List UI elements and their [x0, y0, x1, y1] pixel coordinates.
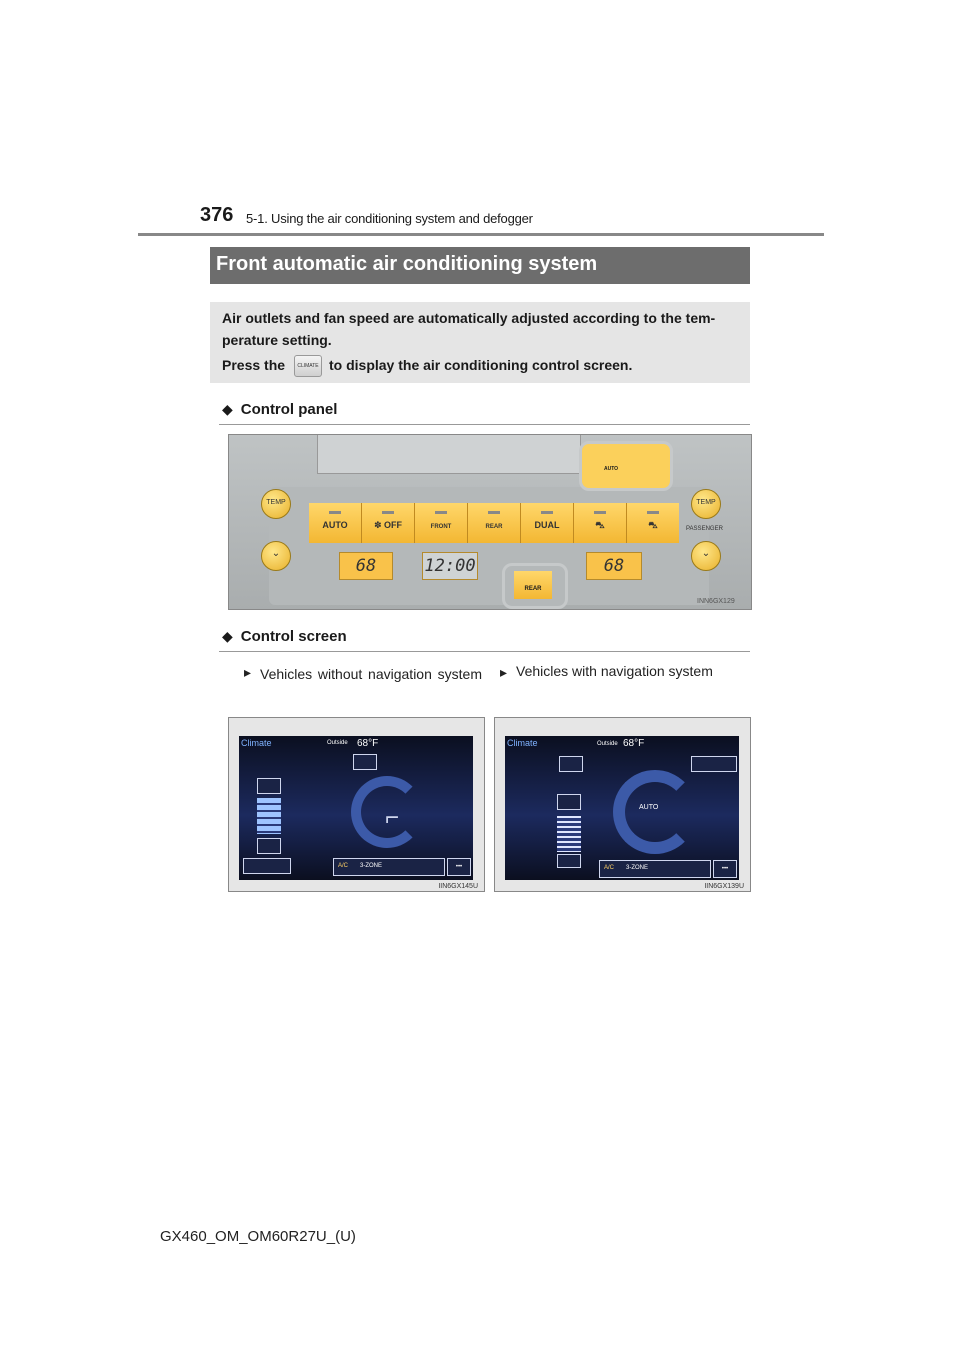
page-title: Front automatic air conditioning system [216, 253, 598, 275]
screen-title: Climate [507, 738, 538, 748]
outside-label: Outside [597, 741, 618, 747]
temp-label-right: TEMP [696, 499, 716, 506]
climate-button-label: CLIMATE [297, 363, 319, 369]
temp-down-knob-left [261, 541, 291, 571]
fan-icon: ✽ [373, 520, 385, 530]
control-panel-heading [222, 401, 337, 418]
fan-icon [257, 778, 281, 794]
dual-button [521, 503, 574, 543]
fresh-air-button [627, 503, 679, 543]
screen-title: Climate [241, 738, 272, 748]
dual-button-label: DUAL [534, 520, 560, 530]
outside-temp: 68°F [623, 738, 645, 749]
screen-figure-without-nav [228, 717, 485, 892]
airflow-top-tile [691, 756, 737, 772]
fan-low-icon [557, 854, 581, 868]
control-screen-heading-text: Control screen [240, 628, 347, 645]
control-panel-rule [219, 424, 750, 425]
front-button-label: FRONT [430, 524, 452, 530]
control-panel-heading-text: Control panel [240, 401, 338, 418]
more-button: ••• [447, 858, 471, 876]
temp-up-knob-left [261, 489, 291, 519]
bullet-arrow-icon: ▸ [244, 664, 252, 680]
fan-speed-bar [257, 798, 281, 834]
chevron-down-icon: ⌄ [701, 548, 711, 559]
figure-code: IIN6GX139U [704, 883, 744, 890]
auto-button [309, 503, 362, 543]
intro-text-line-1: Air outlets and fan speed are automatically adjusted according to the tem- [222, 310, 716, 326]
outside-temp: 68°F [357, 738, 379, 749]
airflow-bottom-tile [243, 858, 291, 874]
outside-label: Outside [327, 740, 348, 746]
airflow-arc [613, 770, 697, 854]
left-temp-display: 68 [339, 552, 393, 580]
header-rule [138, 233, 824, 236]
zone-label: 3-ZONE [360, 863, 383, 869]
rear-callout-label: REAR [514, 571, 552, 599]
temp-up-knob-right [691, 489, 721, 519]
climate-button-icon [294, 355, 322, 377]
fan-speed-bar [557, 816, 581, 852]
climate-screen [239, 736, 473, 880]
intro-press-prefix: Press the [222, 357, 286, 373]
off-button [362, 503, 415, 543]
footer-code: GX460_OM_OM60R27U_(U) [160, 1228, 356, 1245]
climate-screen [505, 736, 739, 880]
diamond-icon: ◆ [222, 401, 233, 417]
passenger-label: PASSENGER [686, 526, 723, 532]
ac-bar [599, 860, 711, 878]
auto-button-label: AUTO [322, 520, 348, 530]
chevron-down-icon: ⌄ [271, 548, 281, 559]
bullet-arrow-icon: ▸ [500, 664, 508, 680]
auto-label: AUTO [639, 804, 659, 811]
seat-icon: ⌐ [385, 804, 400, 831]
clock-display: 12:00 [422, 552, 478, 580]
temp-down-knob-right [691, 541, 721, 571]
with-nav-label: Vehicles with navigation system [516, 663, 713, 679]
title-bar [210, 247, 750, 284]
control-panel-figure [228, 434, 752, 610]
screen-figure-with-nav [494, 717, 751, 892]
ac-bar [333, 858, 445, 876]
figure-code: IIN6GX145U [438, 883, 478, 890]
control-screen-heading [222, 628, 347, 645]
zone-label: 3-ZONE [626, 865, 649, 871]
rear-button-label: REAR [485, 524, 503, 530]
diamond-icon: ◆ [222, 628, 233, 644]
figure-code: INN6GX129 [697, 598, 735, 605]
ac-label: A/C [338, 863, 349, 869]
car-recirculation-icon: ⛍ [595, 520, 605, 530]
auto-callout-label: AUTO [604, 466, 619, 472]
page-number: 376 [200, 204, 234, 226]
fan-low-icon [257, 838, 281, 854]
more-button: ••• [713, 860, 737, 878]
temp-label-left: TEMP [266, 499, 286, 506]
control-screen-rule [219, 651, 750, 652]
rear-callout [502, 563, 568, 609]
without-nav-label: Vehicles without navigation system [260, 666, 482, 682]
intro-text-line-2: perature setting. [222, 332, 332, 348]
auto-callout [579, 441, 673, 491]
right-temp-display: 68 [586, 552, 642, 580]
recirculation-button [574, 503, 627, 543]
car-fresh-air-icon: ⛍ [648, 520, 658, 530]
section-title: 5-1. Using the air conditioning system and defogger [246, 211, 533, 226]
intro-press-suffix: to display the air conditioning control screen. [329, 357, 633, 373]
off-button-label: OFF [384, 520, 403, 530]
defog-tile [559, 756, 583, 772]
ac-label: A/C [604, 865, 615, 871]
rear-defog-button [468, 503, 521, 543]
vent-mode-tile [353, 754, 377, 770]
panel-display-bezel [317, 435, 581, 474]
intro-box [210, 302, 750, 383]
front-defog-button [415, 503, 468, 543]
fan-icon [557, 794, 581, 810]
